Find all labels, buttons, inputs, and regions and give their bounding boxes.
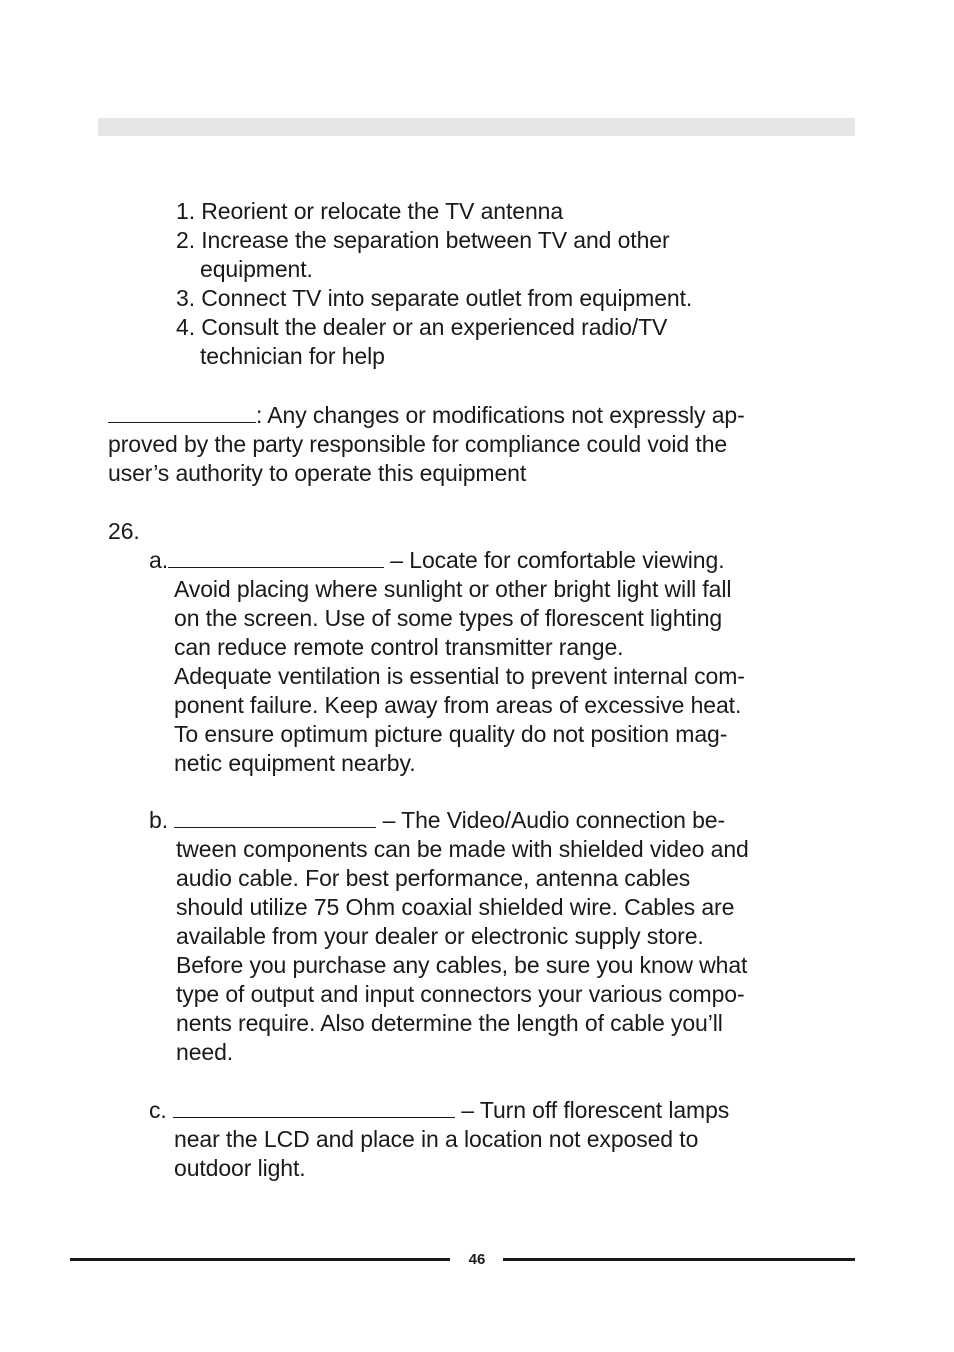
item-b-line-9: need. <box>176 1039 234 1065</box>
footer-rule-left <box>70 1258 450 1261</box>
section-number: 26. <box>108 518 140 544</box>
item-a-line-1 <box>149 546 724 575</box>
item-b-line-3: audio cable. For best performance, antenna cables <box>176 865 691 891</box>
item-c-line-3: outdoor light. <box>174 1155 306 1181</box>
item-b-line-4: should utilize 75 Ohm coaxial shielded wire. Cables are <box>176 894 735 920</box>
item-c-line-2: near the LCD and place in a location not exposed to <box>174 1126 699 1152</box>
item-a-line-7: To ensure optimum picture quality do not position mag- <box>174 721 728 747</box>
warning-blank <box>108 404 256 423</box>
item-c-text-1: – Turn off florescent lamps <box>455 1097 730 1123</box>
item-b-line-7: type of output and input connectors your various compo- <box>176 981 745 1007</box>
warning-line-3: user’s authority to operate this equipment <box>108 460 527 486</box>
item-b-blank <box>174 809 376 828</box>
item-b-line-1 <box>149 806 725 835</box>
item-b-line-6: Before you purchase any cables, be sure you know what <box>176 952 748 978</box>
item-c-marker: c. <box>149 1097 167 1123</box>
item-c-blank <box>173 1099 455 1118</box>
item-a-line-3: on the screen. Use of some types of florescent lighting <box>174 605 723 631</box>
item-a-line-6: ponent failure. Keep away from areas of excessive heat. <box>174 692 742 718</box>
list-item-2: 2. Increase the separation between TV and other <box>176 227 670 253</box>
list-item-4-continuation: technician for help <box>200 343 385 369</box>
warning-text-1: : Any changes or modifications not expressly ap- <box>256 402 745 428</box>
item-b-line-2: tween components can be made with shielded video and <box>176 836 749 862</box>
item-a-line-5: Adequate ventilation is essential to prevent internal com- <box>174 663 745 689</box>
header-band <box>98 118 855 136</box>
list-item-1: 1. Reorient or relocate the TV antenna <box>176 198 564 224</box>
item-c-line-1 <box>149 1096 729 1125</box>
item-b-marker: b. <box>149 807 168 833</box>
item-a-line-4: can reduce remote control transmitter range. <box>174 634 624 660</box>
item-a-line-8: netic equipment nearby. <box>174 750 416 776</box>
item-a-marker: a. <box>149 547 168 573</box>
warning-line-1 <box>108 401 745 430</box>
item-a-line-2: Avoid placing where sunlight or other bright light will fall <box>174 576 732 602</box>
page-number: 46 <box>468 1251 486 1268</box>
item-b-line-8: nents require. Also determine the length of cable you’ll <box>176 1010 723 1036</box>
footer-rule-right <box>503 1258 855 1261</box>
item-a-blank <box>168 549 384 568</box>
list-item-4: 4. Consult the dealer or an experienced radio/TV <box>176 314 668 340</box>
list-item-2-continuation: equipment. <box>200 256 313 282</box>
item-a-text-1: – Locate for comfortable viewing. <box>383 547 725 573</box>
item-b-text-1: – The Video/Audio connection be- <box>376 807 726 833</box>
list-item-3: 3. Connect TV into separate outlet from equipment. <box>176 285 693 311</box>
warning-line-2: proved by the party responsible for compliance could void the <box>108 431 728 457</box>
item-b-line-5: available from your dealer or electronic supply store. <box>176 923 704 949</box>
